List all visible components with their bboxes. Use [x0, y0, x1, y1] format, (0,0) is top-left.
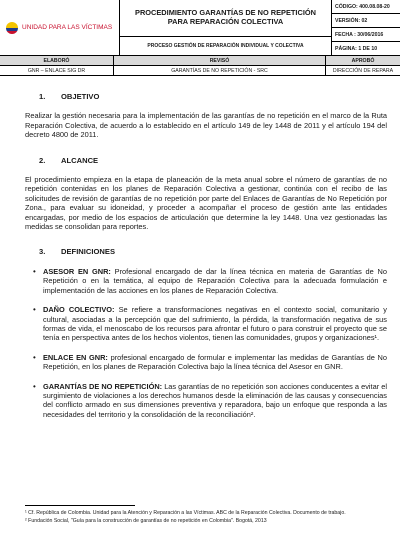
document-header — [0, 0, 400, 76]
list-item: • GARANTÍAS DE NO REPETICIÓN: Las garantías de no repetición son acciones conducentes a evitar el surgimiento de violaciones a los derechos humanos desde la eliminación de las causas y consecuencias del conflicto armado en sus dimensiones preventiva y reparadora, bajo un enfoque que responda a las necesidades del territorio y la consolidación de la reconciliación². — [33, 381, 387, 419]
document-version: VERSIÓN: 02 — [332, 14, 400, 28]
section-definiciones — [25, 247, 387, 419]
logo — [0, 0, 120, 55]
list-item: • DAÑO COLECTIVO: Se refiere a transformaciones negativas en el contexto social, comunitario y cultural, asociadas a la percepción que del sufrimiento, la pérdida, la transformación negativa de sus formas de vida, el menoscabo de los recursos para afrontar el futuro o para construir el proyecto que se tenía en perspectiva antes de los hechos violentos, tienen las comunidades, grupos y organizaciones¹. — [33, 305, 387, 343]
val-reviso: GARANTÍAS DE NO REPETICIÓN - SRC — [114, 66, 326, 75]
col-elaboro: ELABORÓ — [0, 56, 114, 65]
colombia-flag-icon — [6, 22, 18, 34]
footnote-1: ¹ Cf. República de Colombia. Unidad para la Atención y Reparación a las Víctimas. ABC de la Reparación Colectiva. Documento de trabajo. — [25, 510, 346, 516]
section-heading: 2. ALCANCE — [39, 155, 99, 165]
footnotes — [25, 510, 387, 526]
val-aprobo: DIRECCIÓN DE REPARA — [332, 67, 394, 74]
list-item: • ENLACE EN GNR: profesional encargado de formular e implementar las medidas de Garantías de No Repetición, en los planes de Reparación Colectiva bajo la línea técnica del Asesor en GNR. — [33, 352, 387, 372]
col-reviso: REVISÓ — [114, 56, 326, 65]
section-objetivo — [25, 92, 387, 140]
footnote-2: ² Fundación Social, "Guía para la construcción de garantías de no repetición en Colombia". Bogotá, 2013 — [25, 518, 267, 524]
footnote-divider — [25, 505, 135, 506]
definitions-list — [35, 267, 387, 419]
section-heading: 3. DEFINICIONES — [39, 247, 116, 257]
logo-text: UNIDAD PARA LAS VÍCTIMAS — [22, 24, 113, 31]
document-title: PROCEDIMIENTO GARANTÍAS DE NO REPETICIÓN PARA REPARACIÓN COLECTIVA — [120, 0, 331, 37]
document-code: CÓDIGO: 400.08.08-20 — [332, 0, 400, 14]
section-text: El procedimiento empieza en la etapa de planeación de la meta anual sobre el número de garantías de no repetición contenidas en los planes de Reparación Colectiva a gestionar, continúa con el recibo de las solicitudes de revisión de garantías de no repetición por parte del Enlaces de Garantías de No Repetición por Zona., para evaluar su idoneidad, y proceder a acompañar el proceso de gestión ante las entidades encargadas, por medio de los espacios de articulación que determine la ley 1448. Una vez gestionadas las medidas se consolidan para reportes. — [25, 175, 387, 232]
section-heading: 1. OBJETIVO — [39, 92, 100, 101]
col-aprobo: APROBÓ — [351, 57, 375, 64]
section-alcance — [25, 156, 387, 232]
bullet-icon: • — [33, 352, 36, 362]
bullet-icon: • — [33, 266, 36, 276]
page-number: PÁGINA: 1 DE 10 — [335, 45, 378, 52]
val-elaboro: GNR – ENLACE SIG DR — [0, 66, 114, 75]
list-item: • ASESOR EN GNR: Profesional encargado de dar la línea técnica en materia de Garantías de No Repetición o en la temática, al equipo de Reparación Colectiva para la adecuada formulación e implementación de las acciones en los planes de Reparación Colectiva. — [33, 266, 387, 295]
bullet-icon: • — [33, 305, 36, 315]
document-date: FECHA : 30/06/2016 — [332, 28, 400, 42]
section-text: Realizar la gestión necesaria para la implementación de las garantías de no repetición en el marco de la Ruta Reparación Colectiva, de acuerdo a lo establecido en el artículo 149 de ley 1448 de 2011 y el artículo 194 del decreto 4800 de 2011. — [25, 111, 387, 140]
bullet-icon: • — [33, 381, 36, 391]
document-body — [25, 92, 387, 435]
process-name: PROCESO GESTIÓN DE REPARACIÓN INDIVIDUAL Y COLECTIVA — [147, 43, 304, 49]
